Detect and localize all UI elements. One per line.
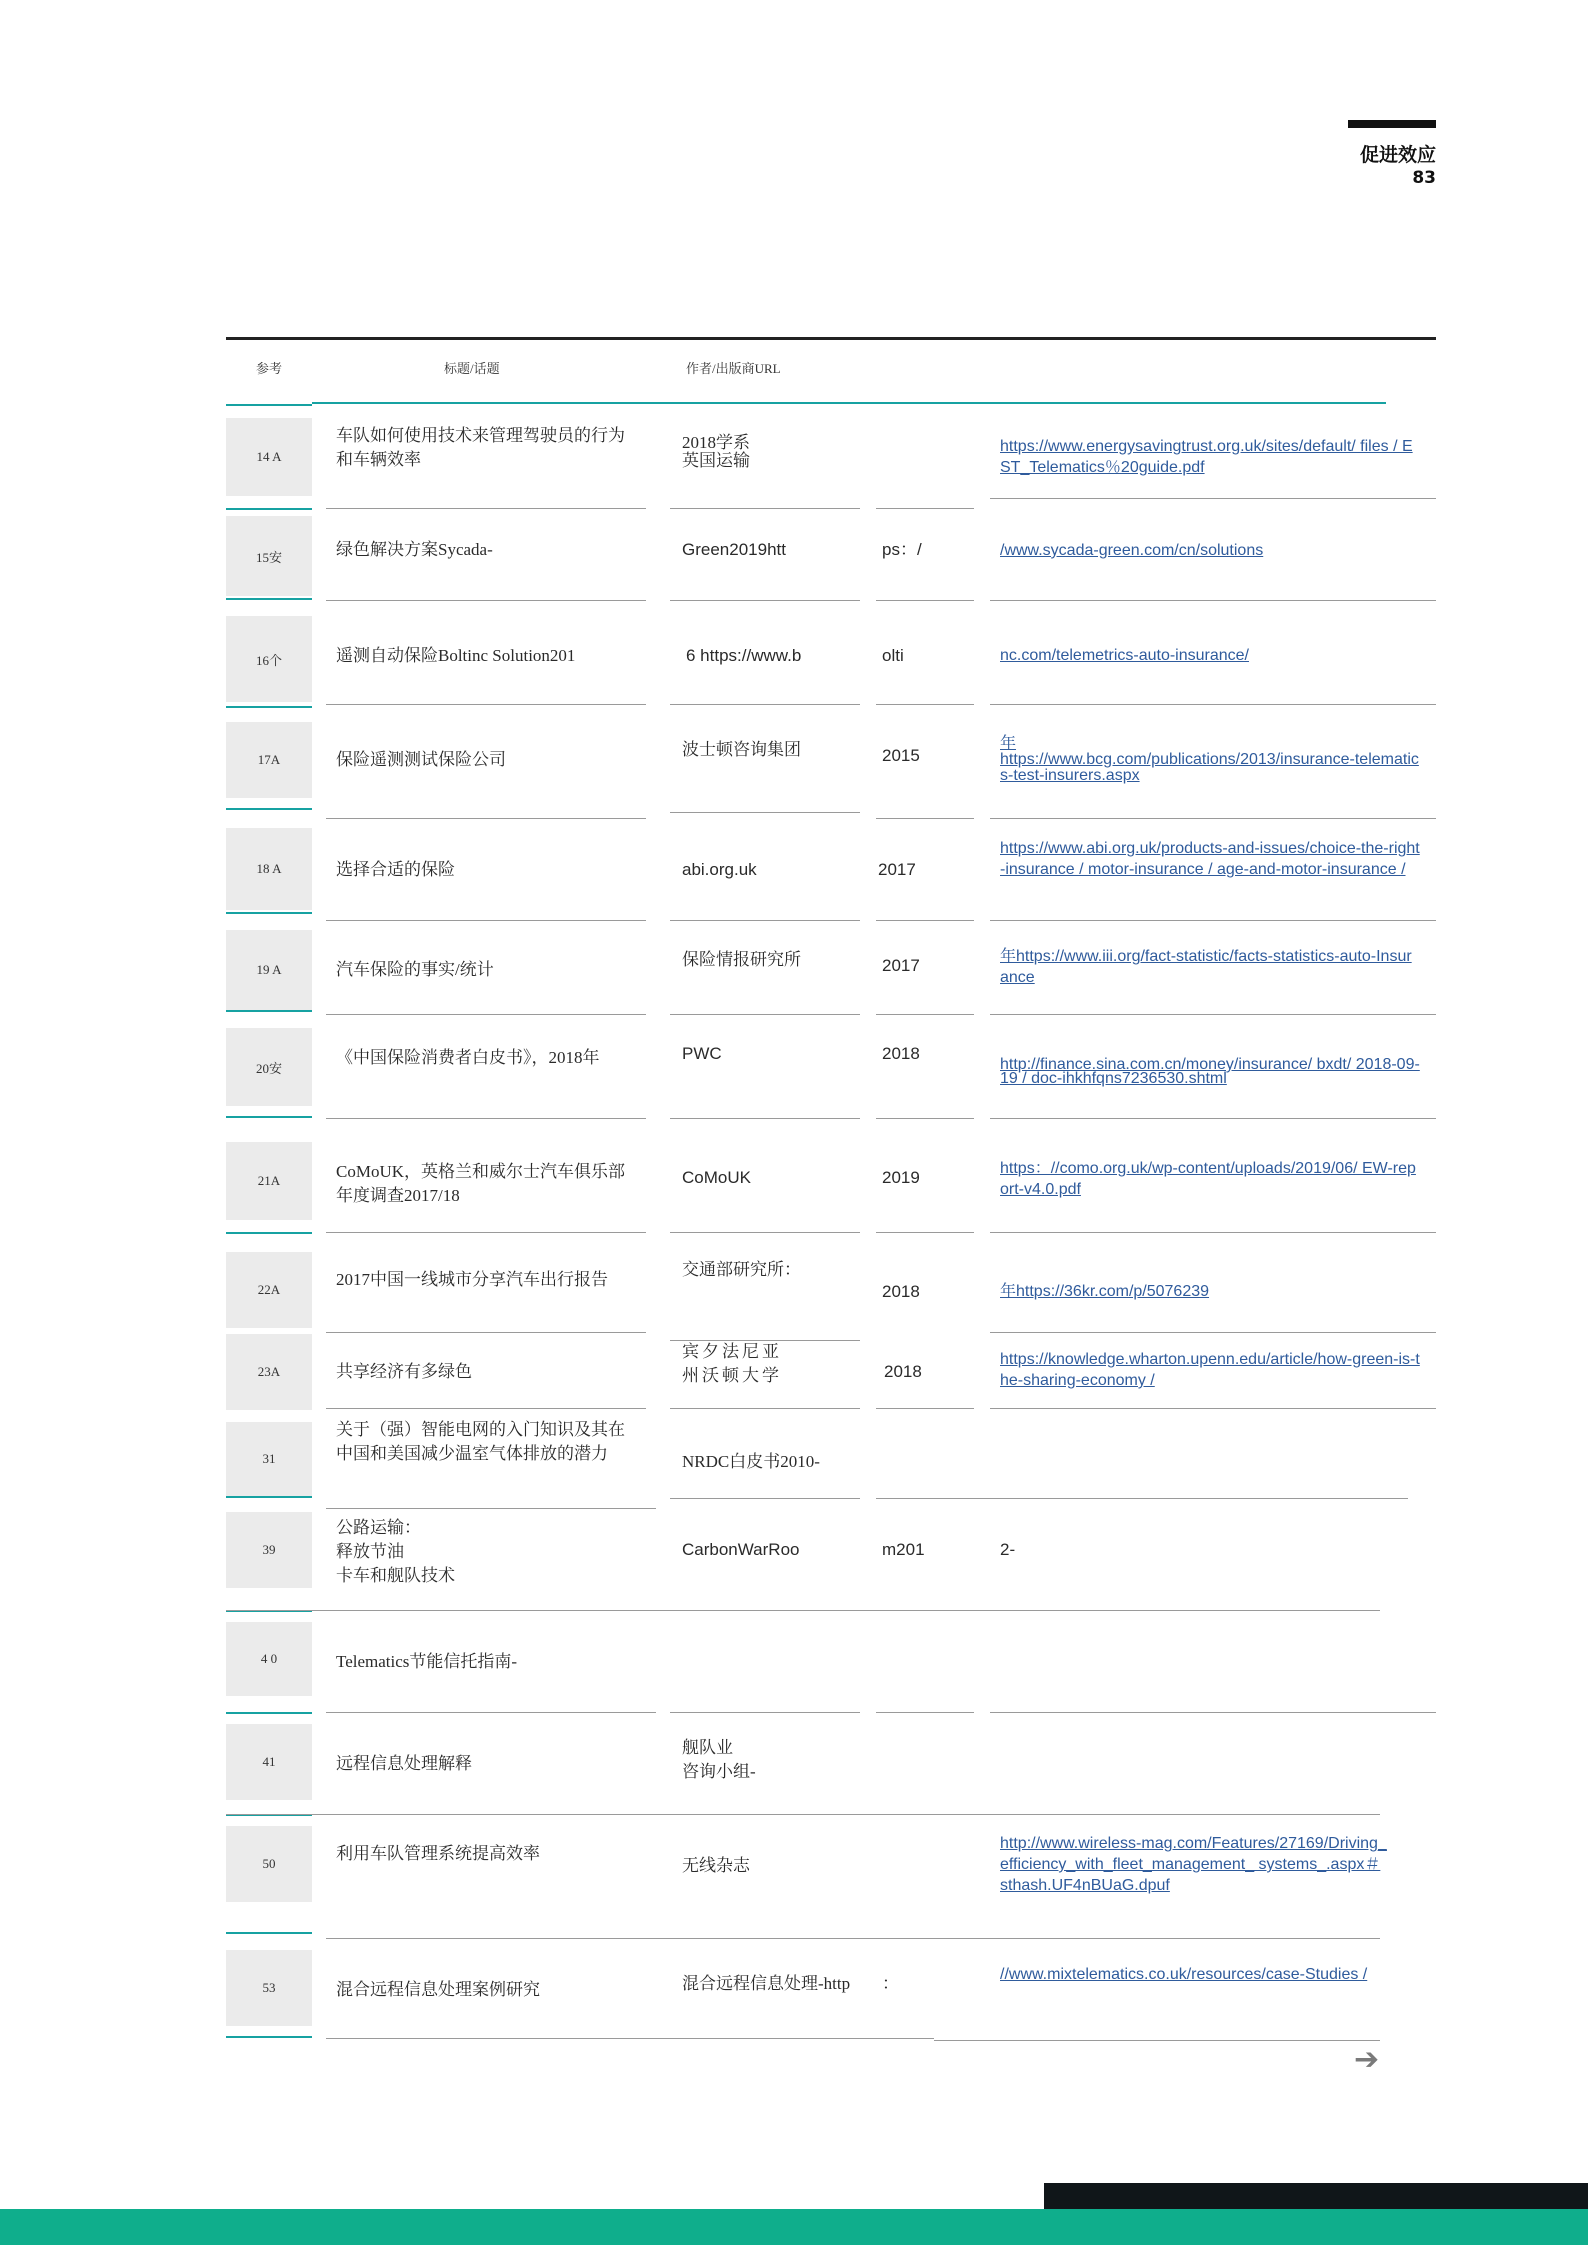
title-cell: 汽车保险的事实/统计	[336, 960, 494, 979]
author-cell: 舰队业 咨询小组-	[682, 1738, 756, 1781]
author-cell: abi.org.uk	[682, 860, 757, 879]
cell-divider	[326, 818, 646, 819]
url-link[interactable]: https://www.abi.org.uk/products-and-issues/choice-the-right-insurance / motor-insurance / age-and-motor-insurance /	[1000, 840, 1420, 878]
url-link[interactable]: http://www.wireless-mag.com/Features/27169/Driving_efficiency_with_fleet_management_ systems_.aspx＃ sthash.UF4nBUaG.dpuf	[1000, 1835, 1387, 1894]
cell-divider	[326, 2038, 646, 2039]
cell-divider	[670, 1712, 860, 1713]
cell-divider	[876, 920, 974, 921]
row-teal-marker	[226, 1010, 312, 1012]
url-link[interactable]: 年https://www.iii.org/fact-statistic/facts-statistics-auto-Insurance	[1000, 948, 1412, 986]
year-cell: m201	[882, 1540, 925, 1559]
title-cell: 共享经济有多绿色	[336, 1362, 472, 1381]
cell-divider	[646, 1814, 832, 1815]
cell-divider	[326, 920, 646, 921]
title-cell: 公路运输： 释放节油 卡车和舰队技术	[336, 1518, 455, 1585]
cell-divider	[670, 812, 860, 813]
url-link[interactable]: https://knowledge.wharton.upenn.edu/article/how-green-is-the-sharing-economy /	[1000, 1351, 1420, 1389]
ref-cell: 15安	[226, 516, 312, 596]
year-cell: 2017	[882, 956, 920, 975]
cell-divider	[226, 1610, 646, 1611]
cell-divider	[326, 1118, 646, 1119]
year-cell: ：	[882, 1974, 899, 1993]
ref-cell: 18 A	[226, 828, 312, 910]
cell-divider	[326, 1014, 646, 1015]
cell-divider	[670, 1118, 860, 1119]
url-link[interactable]: /www.sycada-green.com/cn/solutions	[1000, 542, 1264, 559]
cell-divider	[832, 1938, 934, 1939]
cell-divider	[226, 1814, 646, 1815]
cell-divider	[990, 704, 1436, 705]
row-teal-marker	[226, 404, 312, 406]
column-header-ref: 参考	[256, 361, 283, 376]
year-cell: 2015	[882, 746, 920, 765]
row-teal-marker	[226, 706, 312, 708]
cell-divider	[326, 1508, 656, 1509]
author-cell: Green2019htt	[682, 540, 786, 559]
ref-cell: 14 A	[226, 418, 312, 496]
arrow-right-icon[interactable]: ➔	[1354, 2042, 1380, 2077]
ref-cell: 41	[226, 1724, 312, 1800]
cell-divider	[646, 2038, 832, 2039]
row-teal-marker	[226, 1712, 312, 1714]
cell-divider	[832, 1814, 934, 1815]
title-cell: 绿色解决方案Sycada-	[336, 540, 493, 559]
ref-cell: 53	[226, 1950, 312, 2026]
cell-divider	[962, 1498, 1408, 1499]
header-rule	[1348, 120, 1436, 128]
ref-cell: 21A	[226, 1142, 312, 1220]
year-cell: 2018	[882, 1282, 920, 1301]
cell-divider	[990, 1408, 1436, 1409]
cell-divider	[326, 508, 646, 509]
cell-divider	[326, 1938, 646, 1939]
author-cell: 宾夕法尼亚 州沃顿大学	[682, 1342, 782, 1385]
year-cell: 2017	[878, 860, 916, 879]
row-teal-marker	[226, 2036, 312, 2038]
ref-cell: 17A	[226, 722, 312, 798]
cell-divider	[876, 1712, 974, 1713]
title-cell: 关于（强）智能电网的入门知识及其在中国和美国减少温室气体排放的潜力	[336, 1420, 625, 1463]
author-cell: NRDC白皮书2010-	[682, 1452, 820, 1471]
table-top-rule	[226, 337, 1436, 340]
section-title: 促进效应	[1359, 144, 1436, 166]
cell-divider	[990, 1232, 1436, 1233]
ref-cell: 50	[226, 1826, 312, 1902]
cell-divider	[670, 508, 860, 509]
cell-divider	[670, 1498, 860, 1499]
cell-divider	[646, 1610, 832, 1611]
author-cell: 波士顿咨询集团	[682, 740, 801, 759]
cell-divider	[670, 1014, 860, 1015]
url-link[interactable]: //www.mixtelematics.co.uk/resources/case-Studies /	[1000, 1966, 1368, 1983]
ref-cell: 31	[226, 1422, 312, 1496]
row-teal-marker	[226, 912, 312, 914]
cell-divider	[670, 1340, 860, 1341]
footer-teal-bar	[0, 2209, 1588, 2245]
cell-divider	[670, 704, 860, 705]
ref-cell: 16个	[226, 616, 312, 702]
cell-divider	[990, 600, 1436, 601]
title-cell: 2017中国一线城市分享汽车出行报告	[336, 1270, 608, 1289]
url-link[interactable]: http://finance.sina.com.cn/money/insurance/ bxdt/ 2018-09-19 / doc-ihkhfqns7236530.shtml	[1000, 1056, 1420, 1087]
ref-cell: 19 A	[226, 930, 312, 1010]
cell-divider	[326, 1332, 646, 1333]
row-teal-marker	[226, 808, 312, 810]
author-cell: 保险情报研究所	[682, 950, 801, 969]
page-number: 83	[1412, 168, 1436, 188]
author-cell: PWC	[682, 1044, 722, 1063]
cell-divider	[990, 1014, 1436, 1015]
column-header-author: 作者/出版商URL	[686, 361, 781, 376]
url-link[interactable]: nc.com/telemetrics-auto-insurance/	[1000, 647, 1249, 664]
cell-divider	[990, 818, 1436, 819]
cell-divider	[990, 1712, 1436, 1713]
row-teal-marker	[226, 1496, 312, 1498]
author-cell: CoMoUK	[682, 1168, 751, 1187]
cell-divider	[990, 498, 1436, 499]
row-teal-marker	[226, 1116, 312, 1118]
url-link[interactable]: 年 https://www.bcg.com/publications/2013/insurance-telematics-test-insurers.aspx	[1000, 735, 1419, 784]
url-link[interactable]: https://www.energysavingtrust.org.uk/sites/default/ files / EST_Telematics％20guide.pdf	[1000, 438, 1413, 476]
author-cell: 混合远程信息处理-http	[682, 1974, 851, 1993]
row-teal-marker	[226, 508, 312, 510]
cell-divider	[876, 1014, 974, 1015]
cell-divider	[876, 1232, 974, 1233]
url-link[interactable]: https：//como.org.uk/wp-content/uploads/2019/06/ EW-report-v4.0.pdf	[1000, 1160, 1416, 1198]
url-cell: 2-	[1000, 1540, 1016, 1559]
row-teal-marker	[226, 1932, 312, 1934]
cell-divider	[832, 2038, 934, 2039]
ref-cell: 22A	[226, 1252, 312, 1328]
cell-divider	[326, 1232, 646, 1233]
title-cell: 利用车队管理系统提高效率	[336, 1844, 540, 1863]
ref-cell: 4 0	[226, 1622, 312, 1696]
ref-cell: 39	[226, 1512, 312, 1588]
year-cell: 2019	[882, 1168, 920, 1187]
cell-divider	[876, 1118, 974, 1119]
url-link[interactable]: 年https://36kr.com/p/5076239	[1000, 1283, 1210, 1300]
cell-divider	[876, 508, 974, 509]
cell-divider	[934, 2040, 1380, 2041]
column-header-title: 标题/话题	[444, 361, 500, 376]
cell-divider	[934, 1814, 1380, 1815]
ref-cell: 23A	[226, 1334, 312, 1410]
cell-divider	[646, 1938, 832, 1939]
author-cell: 交通部研究所：	[682, 1260, 801, 1279]
cell-divider	[326, 1712, 656, 1713]
cell-divider	[670, 1232, 860, 1233]
ref-cell: 20安	[226, 1028, 312, 1106]
cell-divider	[990, 920, 1436, 921]
title-cell: 混合远程信息处理案例研究	[336, 1980, 540, 1999]
cell-divider	[876, 704, 974, 705]
year-cell: olti	[882, 646, 904, 665]
footer-dark-bar	[1044, 2183, 1588, 2209]
cell-divider	[934, 1938, 1380, 1939]
cell-divider	[876, 818, 974, 819]
author-cell: 6 https://www.b	[686, 646, 802, 665]
row-teal-marker	[226, 1232, 312, 1234]
cell-divider	[326, 704, 646, 705]
title-cell: 远程信息处理解释	[336, 1754, 472, 1773]
cell-divider	[876, 600, 974, 601]
title-cell: 保险遥测测试保险公司	[336, 750, 506, 769]
author-cell: CarbonWarRoo	[682, 1540, 800, 1559]
cell-divider	[990, 1332, 1436, 1333]
cell-divider	[934, 1610, 1380, 1611]
title-cell: 《中国保险消费者白皮书》，2018年	[336, 1048, 600, 1067]
author-cell: 2018学系 英国运输	[682, 433, 750, 470]
title-cell: 车队如何使用技术来管理驾驶员的行为和车辆效率	[336, 426, 625, 469]
cell-divider	[670, 600, 860, 601]
cell-divider	[876, 1498, 974, 1499]
cell-divider	[876, 1408, 974, 1409]
header-underline	[312, 402, 1386, 404]
title-cell: CoMoUK，英格兰和威尔士汽车俱乐部年度调查2017/18	[336, 1162, 626, 1205]
year-cell: ps：/	[882, 540, 922, 559]
author-cell: 无线杂志	[682, 1856, 750, 1875]
cell-divider	[326, 1408, 646, 1409]
title-cell: Telematics节能信托指南-	[336, 1652, 518, 1671]
cell-divider	[670, 920, 860, 921]
title-cell: 选择合适的保险	[336, 860, 455, 879]
cell-divider	[990, 1118, 1436, 1119]
cell-divider	[670, 1408, 860, 1409]
cell-divider	[832, 1610, 934, 1611]
cell-divider	[326, 600, 646, 601]
year-cell: 2018	[884, 1362, 922, 1381]
year-cell: 2018	[882, 1044, 920, 1063]
title-cell: 遥测自动保险Boltinc Solution201	[336, 646, 576, 665]
row-teal-marker	[226, 598, 312, 600]
